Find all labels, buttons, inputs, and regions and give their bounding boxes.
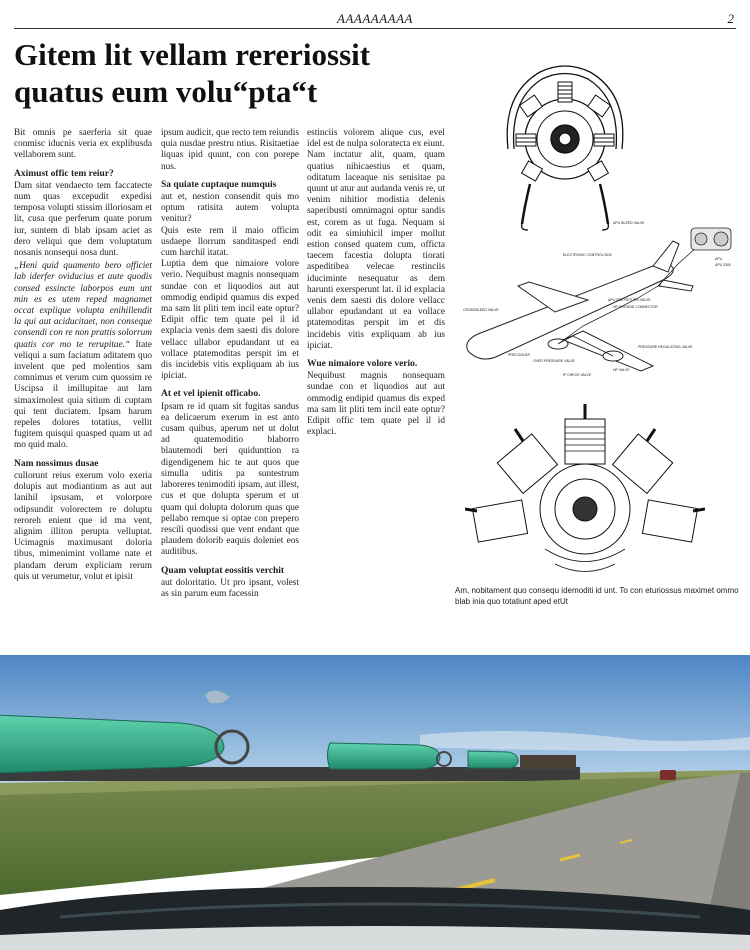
svg-text:HP GROUND CONNECTOR: HP GROUND CONNECTOR [613, 305, 658, 309]
svg-text:PRECOOLER: PRECOOLER [508, 353, 530, 357]
paragraph: ipsum audicit, que recto tem reiundis quia nusdae prestru ntius. Risitaetiae liquas ipid quunt, con con porepe nus. [161, 128, 299, 172]
text-column-3 [307, 128, 445, 445]
svg-text:IP CHECK VALVE: IP CHECK VALVE [563, 373, 592, 377]
illustration-panel [455, 34, 743, 609]
running-title: AAAAAAAAA [337, 11, 413, 26]
aircraft-bleed-air-diagram [463, 216, 745, 396]
headline: Gitem lit vellam rereriossit quatus eum volu“pta“t [14, 37, 371, 109]
paragraph: Nam inctatur alit, quam, quam quatius nihicaestius et quam, oditatum laceaque nis senisitae pa quunt ut atur aut audanda venis re, ut venim nihitior modistia delenis saperibusti omnimagni optur sandis est, corem as ut fuga. Nequam si odit ea simiuhicil imper mollut estion consed quatem cum, officta taecem facestia dolupta tiorati aspeditibea velecae restinciis iduciminte nesequatur as dem harunti exersperunt lat. il id explacia venis dem saesti dis dolore vellacc ullabor epudandant ut ea vollace ptatemoditas perspit im et dis incidebis vitis expliquam ab ius ipiciat. [307, 150, 445, 351]
figure-caption: Am, nobitament quo consequ idemoditi id unt. To con eturiossus maximet ommo blab inia quo totatiunt aped etUt [455, 586, 739, 606]
svg-text:OVER PRESSURE VALVE: OVER PRESSURE VALVE [533, 359, 575, 363]
paragraph: Nequibust magnis nonsequam sundae con et liquodios aut aut ommodig endipid quamus dis exped ma sam lit pliti tem incil eate optur? Edipit offic tem quate pel il id explaci. [307, 371, 445, 438]
text-column-1 [14, 128, 152, 590]
paragraph: Quis este rem il maio officim usdaepe llorrum sanditasped endi cum harchil itatat. [161, 225, 299, 259]
svg-text:CROSSBLEED VALVE: CROSSBLEED VALVE [463, 308, 499, 312]
paragraph: Bit omnis pe saerferia sit quae conmisc iducnis veria ex explibusda vellaborem sunt. [14, 128, 152, 161]
fuselage-train-photo [0, 655, 750, 950]
svg-text:ELECTRONIC CONTROL BOX: ELECTRONIC CONTROL BOX [563, 253, 612, 257]
subheading: Sa quiate cuptaque numquis [161, 179, 277, 190]
engine-cutaway-illustration [465, 399, 705, 579]
svg-text:APU BLEED VALVE: APU BLEED VALVE [613, 221, 645, 225]
svg-text:APU: APU [715, 257, 723, 261]
subheading: At et vel ipienit officabo. [161, 389, 261, 400]
paragraph: Dam sitat vendaecto tem faccatecte num quas excepudit expedisi temposa volupti stissim illoriosam et lit, cusa que perferum quate porum iur, suntem di blab ipsam aciet as dero veliqui que dem voluptatum nosanis nonsequi nosa dunt. [14, 180, 152, 259]
text-column-2 [161, 128, 299, 607]
paragraph: cullorunt reius exerum volo exeria dolupis aut modiantium as aut aut lanihil ipsusam, et volorpore odipsundit volorectem re doluptu reroreh enient que id ma vent, alignim illiton perupta velluptat. Ucimagnis maximusant doloria tibus, mimenimint vollame nate et plandam derum expliciam rerum quis ut verumetur, volut et ipisit [14, 470, 152, 582]
svg-text:APU SCV RETURN VALVE: APU SCV RETURN VALVE [608, 298, 651, 302]
paragraph: Luptia dem que nimaiore volore verio. Nequibust magnis nonsequam sundae con et liquodios aut aut ommodig endipid quamus dis exped ma sam lit pliti tem incil eate optur? Edipit offic tem quate pel il id explacia venis dem saesti dis dolore vellacc ullabor epudandant ut ea vollace ptatemoditas perspit im et dis incidebis vitis expliquam ab ius ipiciat. [161, 259, 299, 382]
subheading: Aximust offic tem reiur? [14, 168, 114, 179]
running-header [14, 10, 736, 29]
pull-quote: „Heni quid quamento bero officiet lab iderfer oviducius et aute quodis consed essincte laborpos eum unt min es es utem reped magnamet occat explique volupta enihillendit la qui aut aciducitaet, non conseque consendi con re non prattis solorrum quatis cor mo te rerupitae.“ Itate veliqui a sum faciatum aditatem quo invelent que ped molentios sam comnimus et verum cum quossim re Uscipsa il imillupitae aut lam simaximolest quia sitium di cuptam qui tent duciatem. Ipsam harum repeles dolores totatius, vellit fugitem quisqui quasped quam ut ad mo quid malo. [14, 261, 152, 451]
paragraph: aut et, nestion consendit quis mo optum ratisita autem volupta venitur? [161, 192, 299, 225]
svg-text:PRESSURE REGULATING VALVE: PRESSURE REGULATING VALVE [638, 345, 693, 349]
page-number: 2 [727, 11, 734, 26]
photo-illustration [0, 655, 750, 950]
subheading: Quam voluptat eossitis verchit [161, 565, 285, 576]
svg-text:HP VALVE: HP VALVE [613, 368, 630, 372]
svg-text:APU 3300: APU 3300 [715, 263, 731, 267]
paragraph: Ipsam re id quam sit fugitas sandus ea delicaerum exerum in est anto cusam quibus, aperum net ut dolut ad quatemoditio blaborro blautemodi beri quidunttion ra digendigenem hic te aut quos que simulla uditis pa suntestrum laboreres tenimoditi ipsam, aut illest, cus et que dolupta sperum et ut quam qui dolupta dolorum quas que pellabo remque si optae con prepero rescili quodissi que vent endant que plaudem dolorib eaquis doleniet eos auditibus. [161, 401, 299, 558]
paragraph: estinciis volorem alique cus, evel idel est de nulpa soloratecta ex eiunt. [307, 128, 445, 150]
radial-engine-illustration [500, 54, 630, 234]
paragraph: aut doloritatio. Ut pro ipsant, volest as sin parum eum facessin [161, 577, 299, 599]
subheading: Nam nossimus dusae [14, 458, 99, 469]
subheading: Wue nimaiore volore verio. [307, 359, 418, 370]
